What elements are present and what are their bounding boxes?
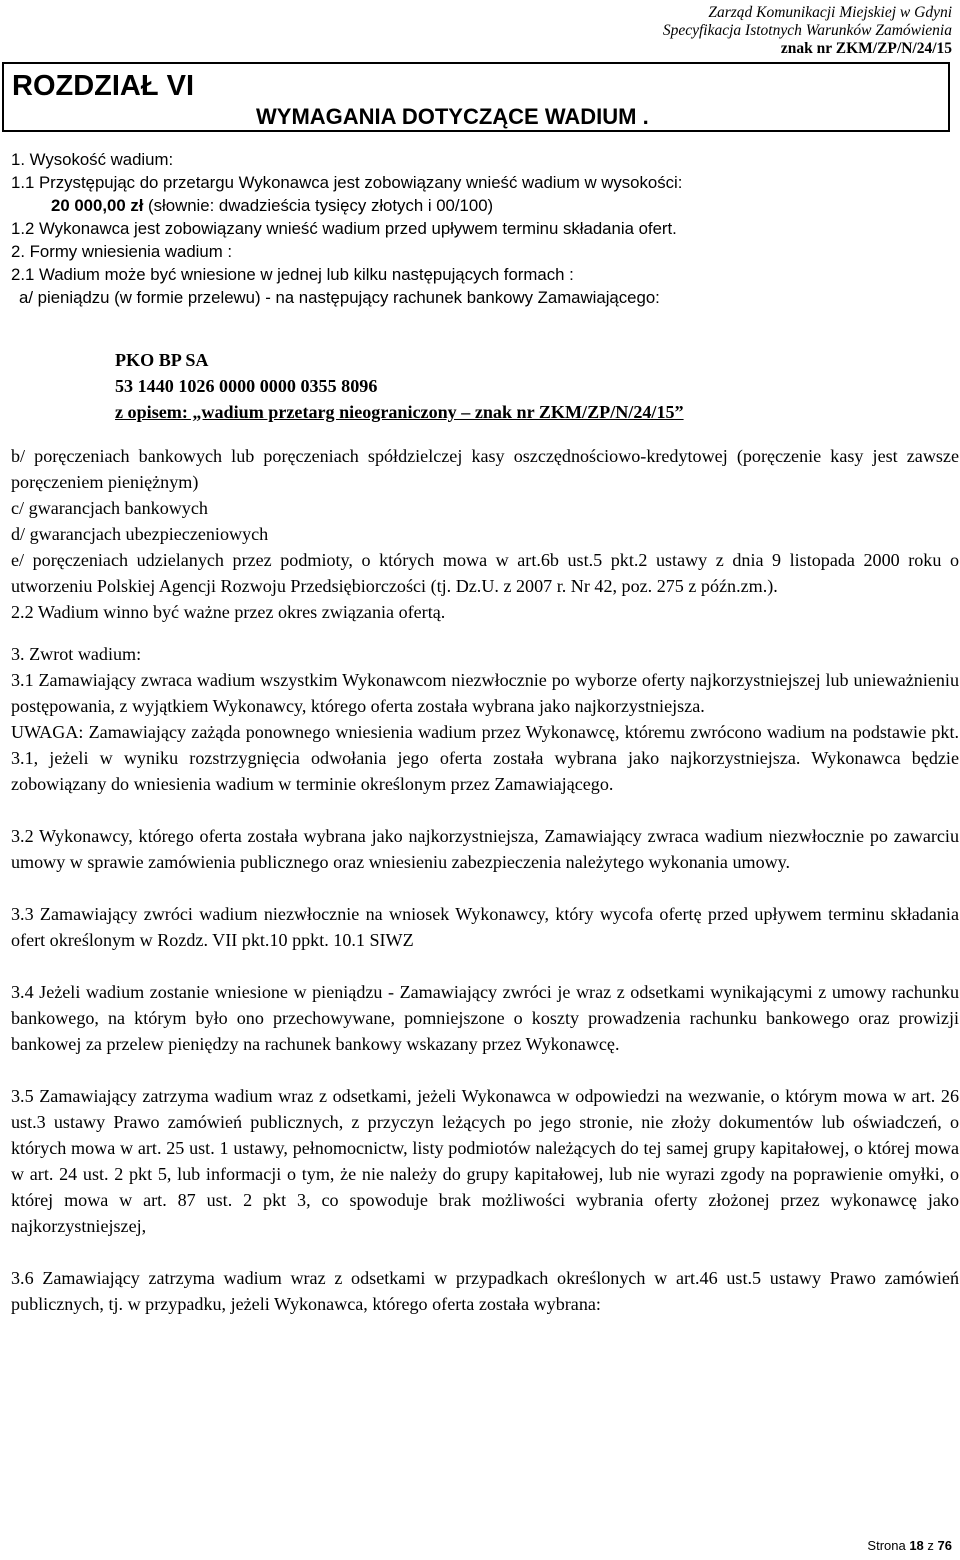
footer-label: Strona xyxy=(867,1538,910,1553)
uwaga-note: UWAGA: Zamawiający zażąda ponownego wniesienia wadium przez Wykonawcę, któremu zwrócono wadium na podstawie pkt. 3.1, jeżeli w wyniku rozstrzygnięcia odwołania jego oferta została wybrana jako najkorzystniejsza. Wykonawca będzie zobowiązany do wniesienia wadium w terminie określonym przez Zamawiającego. xyxy=(11,722,959,794)
bank-details xyxy=(11,347,959,425)
paragraph-2-c: c/ gwarancjach bankowych xyxy=(11,498,208,518)
section-3-heading: 3. Zwrot wadium: xyxy=(11,644,142,664)
bank-name: PKO BP SA xyxy=(115,350,209,370)
paragraph-3-5: 3.5 Zamawiający zatrzyma wadium wraz z odsetkami, jeżeli Wykonawca w odpowiedzi na wezwanie, o którym mowa w art. 26 ust.3 ustawy Prawo zamówień publicznych, z przyczyn leżących po jego stronie, nie złoży dokumentów lub oświadczeń, o których mowa w art. 25 ust. 1 ustawy, pełnomocnictw, listy podmiotów należących do tej samej grupy kapitałowej, o której mowa w art. 24 ust. 2 pkt 5, lub informacji o tym, że nie należy do grupy kapitałowej, lub nie wyrazi zgody na poprawienie omyłki, o której mowa w art. 87 ust. 2 pkt 3, co spowoduje brak możliwości wybrania oferty złożonej przez wykonawcę jako najkorzystniejszej, xyxy=(11,1086,959,1236)
amount-value: 20 000,00 zł xyxy=(51,196,144,215)
page-footer xyxy=(867,1538,952,1553)
document-body xyxy=(11,148,959,1317)
footer-total-pages: 76 xyxy=(937,1538,952,1553)
section-2-3-part xyxy=(11,443,959,1317)
chapter-title: WYMAGANIA DOTYCZĄCE WADIUM . xyxy=(256,104,649,129)
transfer-description: z opisem: „wadium przetarg nieograniczony – znak nr ZKM/ZP/N/24/15” xyxy=(115,402,684,422)
paragraph-3-3: 3.3 Zamawiający zwróci wadium niezwłocznie na wniosek Wykonawcy, który wycofa ofertę przed upływem terminu składania ofert określonym w Rozdz. VII pkt.10 ppkt. 10.1 SIWZ xyxy=(11,904,959,950)
section-1-heading: 1. Wysokość wadium: xyxy=(11,150,174,169)
amount-line xyxy=(11,194,959,217)
paragraph-2-b: b/ poręczeniach bankowych lub poręczeniach spółdzielczej kasy oszczędnościowo-kredytowej (poręczenie kasy jest zawsze poręczeniem pieniężnym) xyxy=(11,446,959,492)
paragraph-3-6: 3.6 Zamawiający zatrzyma wadium wraz z odsetkami w przypadkach określonych w art.46 ust.5 ustawy Prawo zamówień publicznych, tj. w przypadku, jeżeli Wykonawca, którego oferta została wybrana: xyxy=(11,1268,959,1314)
bank-account-number: 53 1440 1026 0000 0000 0355 8096 xyxy=(115,376,378,396)
page-header xyxy=(663,4,952,58)
footer-page-number: 18 xyxy=(909,1538,924,1553)
paragraph-3-1: 3.1 Zamawiający zwraca wadium wszystkim Wykonawcom niezwłocznie po wyborze oferty najkorzystniejszej lub unieważnieniu postępowania, z wyjątkiem Wykonawcy, którego oferta została wybrana jako najkorzystniejsza. xyxy=(11,670,959,716)
paragraph-1-2: 1.2 Wykonawca jest zobowiązany wnieść wadium przed upływem terminu składania ofert. xyxy=(11,219,677,238)
paragraph-3-4: 3.4 Jeżeli wadium zostanie wniesione w pieniądzu - Zamawiający zwróci je wraz z odsetkami wynikającymi z umowy rachunku bankowego, na którym było ono przechowywane, pomniejszone o koszty prowadzenia rachunku bankowego oraz prowizji bankowej za przelew pieniędzy na rachunek bankowy wskazany przez Wykonawcę. xyxy=(11,982,959,1054)
paragraph-2-a: a/ pieniądzu (w formie przelewu) - na następujący rachunek bankowy Zamawiającego: xyxy=(19,288,660,307)
header-doc-title: Specyfikacja Istotnych Warunków Zamówienia xyxy=(662,22,952,39)
header-org: Zarząd Komunikacji Miejskiej w Gdyni xyxy=(708,4,952,21)
section-1-2-part xyxy=(11,148,959,309)
paragraph-2-e: e/ poręczeniach udzielanych przez podmioty, o których mowa w art.6b ust.5 pkt.2 ustawy z dnia 9 listopada 2000 roku o utworzeniu Polskiej Agencji Rozwoju Przedsiębiorczości (tj. Dz.U. z 2007 r. Nr 42, poz. 275 z późn.zm.). xyxy=(11,550,959,596)
section-2-heading: 2. Formy wniesienia wadium : xyxy=(11,242,233,261)
header-reference: znak nr ZKM/ZP/N/24/15 xyxy=(780,40,952,57)
paragraph-2-d: d/ gwarancjach ubezpieczeniowych xyxy=(11,524,269,544)
chapter-number: ROZDZIAŁ VI xyxy=(12,70,195,102)
paragraph-2-1: 2.1 Wadium może być wniesione w jednej lub kilku następujących formach : xyxy=(11,265,574,284)
paragraph-1-1: 1.1 Przystępując do przetargu Wykonawca jest zobowiązany wnieść wadium w wysokości: xyxy=(11,173,683,192)
chapter-heading-box xyxy=(2,62,950,132)
paragraph-3-2: 3.2 Wykonawcy, którego oferta została wybrana jako najkorzystniejsza, Zamawiający zwraca wadium niezwłocznie po zawarciu umowy w sprawie zamówienia publicznego oraz wniesieniu zabezpieczenia należytego wykonania umowy. xyxy=(11,826,959,872)
amount-words: (słownie: dwadzieścia tysięcy złotych i 00/100) xyxy=(143,196,494,215)
footer-separator: z xyxy=(923,1538,938,1553)
paragraph-2-2: 2.2 Wadium winno być ważne przez okres związania ofertą. xyxy=(11,602,446,622)
